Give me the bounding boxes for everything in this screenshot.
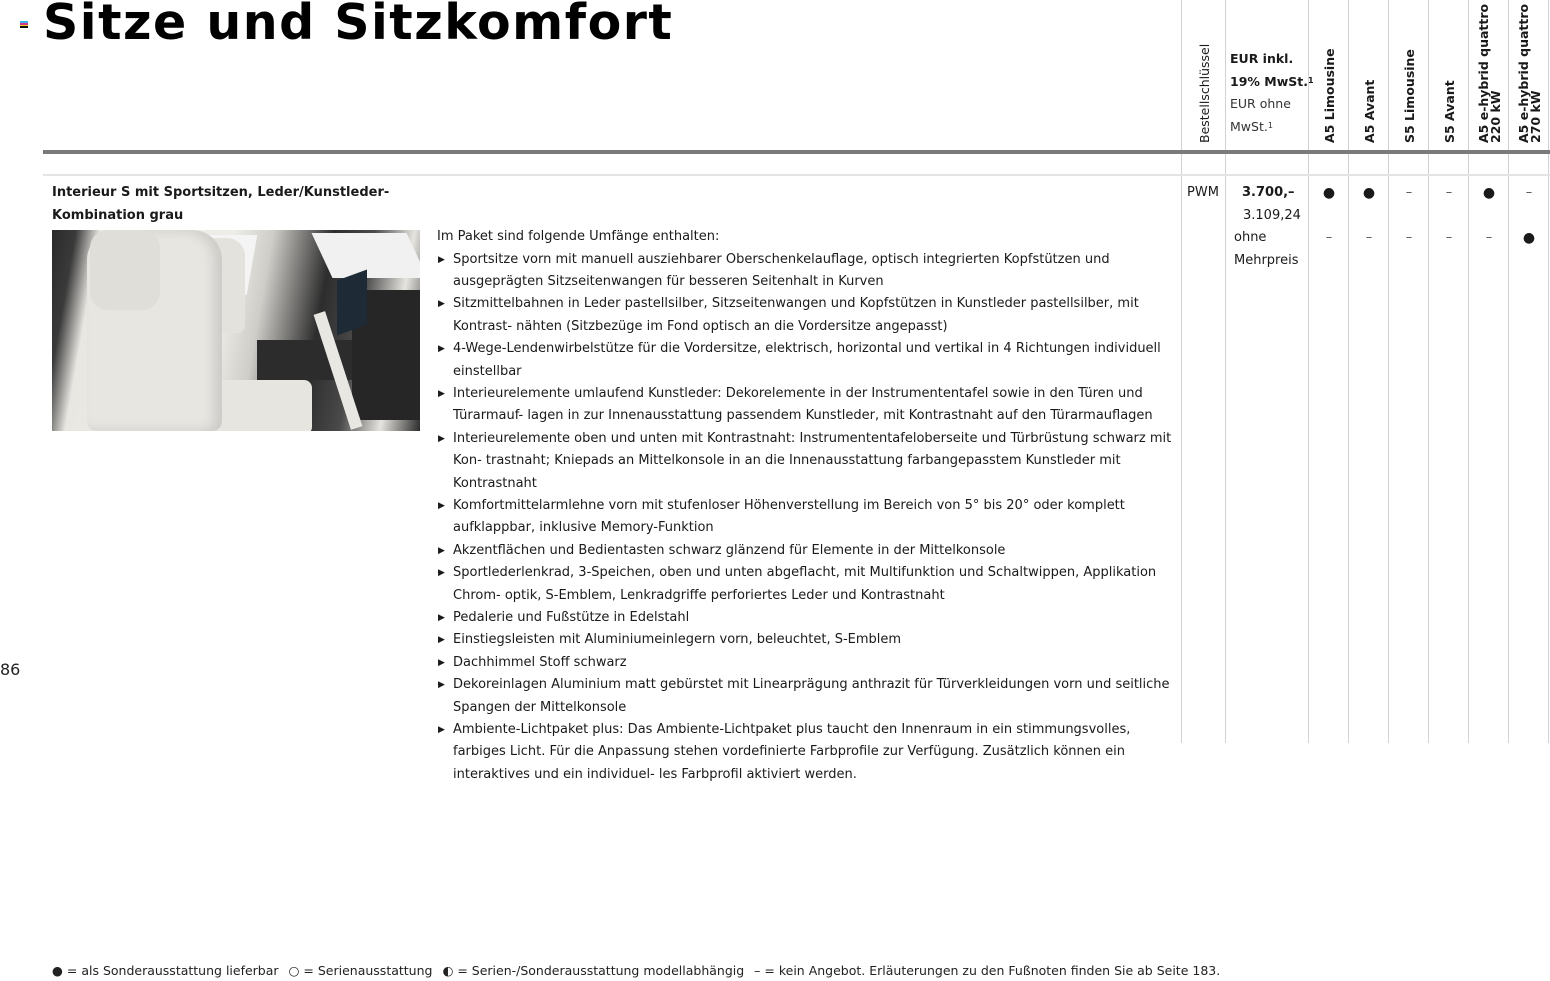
legend [52, 963, 1226, 978]
list-item: ▶ Interieurelemente umlaufend Kunstleder: Dekorelemente in der Instrumententafel sowie in den Türen und Türarmauf- lagen in zur Innenausstattung passendem Kunstleder, mit Kontrastnaht auf den Türarmauflagen [437, 383, 1177, 428]
header-divider-thin [43, 174, 1550, 176]
legend-none: – = kein Angebot. Erläuterungen zu den Fußnoten finden Sie ab Seite 183. [754, 963, 1221, 978]
availability-none-icon: – [1445, 185, 1453, 200]
column-header-a5-avant: A5 Avant [1362, 79, 1377, 143]
column-header-a5-ehybrid-220-line1: A5 e-hybrid quattro [1476, 3, 1491, 143]
package-contents-list [437, 249, 1177, 787]
availability-optional-icon: ● [1482, 185, 1496, 201]
list-item: ▶ Pedalerie und Fußstütze in Edelstahl [437, 607, 1177, 629]
legend-model-dependent: ◐ = Serien-/Sonderausstattung modellabhängig [442, 963, 745, 978]
list-item: ▶ Dachhimmel Stoff schwarz [437, 652, 1177, 674]
triangle-bullet-icon: ▶ [438, 254, 445, 265]
availability-optional-icon: ● [1522, 230, 1536, 246]
list-item: ▶ 4-Wege-Lendenwirbelstütze für die Vordersitze, elektrisch, horizontal und vertikal in 4 Richtungen individuell einstellbar [437, 338, 1177, 383]
list-item: ▶ Dekoreinlagen Aluminium matt gebürstet mit Linearprägung anthrazit für Türverkleidungen vorn und seitliche Spangen der Mittelkonsole [437, 674, 1177, 719]
availability-none-icon: – [1525, 185, 1533, 200]
column-header-a5-ehybrid-220-line2: 220 kW [1488, 90, 1503, 143]
column-header-a5-limousine: A5 Limousine [1322, 48, 1337, 143]
triangle-bullet-icon: ▶ [438, 545, 445, 556]
availability-optional-icon: ● [1362, 185, 1376, 201]
price-incl-label-1: EUR inkl. [1230, 51, 1294, 66]
legend-standard: ○ = Serienausstattung [288, 963, 433, 978]
list-item: ▶ Interieurelemente oben und unten mit Kontrastnaht: Instrumententafeloberseite und Türbrüstung schwarz mit Kon- trastnaht; Kniepads an Mittelkonsole in an die Innenausstattung farbangepasstem Kunstleder mit Kontrastnaht [437, 428, 1177, 495]
order-code: PWM [1187, 185, 1219, 200]
list-item: ▶ Sportsitze vorn mit manuell ausziehbarer Oberschenkelauflage, optisch integrierten Kopfstützen und ausgeprägten Sitzseitenwangen für besseren Seitenhalt in Kurven [437, 249, 1177, 294]
triangle-bullet-icon: ▶ [438, 613, 445, 623]
footnote-mark: 1 [1267, 120, 1273, 130]
list-item: ▶ Sportlederlenkrad, 3-Speichen, oben und unten abgeflacht, mit Multifunktion und Schaltwippen, Applikation Chrom- optik, S-Emblem, Lenkradgriffe perforiertes Leder und Kontrastnaht [437, 562, 1177, 607]
column-header-s5-limousine: S5 Limousine [1402, 49, 1417, 143]
list-item: ▶ Einstiegsleisten mit Aluminiumeinlegern vorn, beleuchtet, S-Emblem [437, 629, 1177, 651]
triangle-bullet-icon: ▶ [438, 680, 445, 691]
availability-none-icon: – [1445, 230, 1453, 245]
availability-none-icon: – [1325, 230, 1333, 245]
header-divider-thick [43, 150, 1550, 154]
availability-none-icon: – [1365, 230, 1373, 245]
item-title: Interieur S mit Sportsitzen, Leder/Kunstleder-Kombination grau [52, 185, 390, 223]
availability-none-icon: – [1485, 230, 1493, 245]
triangle-bullet-icon: ▶ [438, 388, 445, 399]
triangle-bullet-icon: ▶ [438, 433, 445, 444]
price-excl-label-2: MwSt. [1230, 118, 1268, 134]
availability-optional-icon: ● [1322, 185, 1336, 201]
list-item: ▶ Sitzmittelbahnen in Leder pastellsilber, Sitzseitenwangen und Kopfstützen in Kunstleder pastellsilber, mit Kontrast- nähten (Sitzbezüge im Fond optisch an die Vordersitze angepasst) [437, 293, 1177, 338]
page-title: Sitze und Sitzkomfort [43, 0, 674, 51]
price-incl-vat: 3.700,– [1242, 185, 1295, 200]
legend-optional: ● = als Sonderausstattung lieferbar [52, 963, 279, 978]
print-color-mark-icon [20, 21, 28, 28]
triangle-bullet-icon: ▶ [438, 725, 445, 736]
column-header-a5-ehybrid-270-line2: 270 kW [1528, 90, 1543, 143]
triangle-bullet-icon: ▶ [438, 657, 445, 668]
price-excl-vat: 3.109,24 [1243, 207, 1301, 223]
list-item: ▶ Akzentflächen und Bedientasten schwarz glänzend für Elemente in der Mittelkonsole [437, 540, 1177, 562]
interior-photo [52, 230, 420, 431]
package-intro: Im Paket sind folgende Umfänge enthalten: [437, 229, 720, 244]
price-incl-label-2: 19% MwSt. [1230, 73, 1308, 89]
list-item: ▶ Ambiente-Lichtpaket plus: Das Ambiente-Lichtpaket plus taucht den Innenraum in ein stimmungsvolles, farbiges Licht. Für die Anpassung stehen vordefinierte Farbprofile zur Verfügung. Zusätzlich können ein interaktives und ein individuel- les Farbprofil aktiviert werden. [437, 719, 1177, 786]
triangle-bullet-icon: ▶ [438, 299, 445, 310]
footnote-mark: 1 [1308, 75, 1314, 85]
availability-none-icon: – [1405, 230, 1413, 245]
triangle-bullet-icon: ▶ [438, 500, 445, 511]
column-header-s5-avant: S5 Avant [1442, 80, 1457, 143]
price-excl-label-1: EUR ohne [1230, 96, 1291, 111]
triangle-bullet-icon: ▶ [438, 568, 445, 579]
triangle-bullet-icon: ▶ [438, 344, 445, 355]
column-header-a5-ehybrid-270-line1: A5 e-hybrid quattro [1516, 3, 1531, 143]
column-header-order-key: Bestellschlüssel [1197, 43, 1212, 143]
availability-none-icon: – [1405, 185, 1413, 200]
price-no-surcharge: ohne Mehrpreis [1234, 230, 1299, 268]
page-number: 86 [0, 660, 21, 679]
list-item: ▶ Komfortmittelarmlehne vorn mit stufenloser Höhenverstellung im Bereich von 5° bis 20° oder komplett aufklappbar, inklusive Memory-Funktion [437, 495, 1177, 540]
column-header-price [1230, 48, 1314, 138]
triangle-bullet-icon: ▶ [438, 635, 445, 646]
